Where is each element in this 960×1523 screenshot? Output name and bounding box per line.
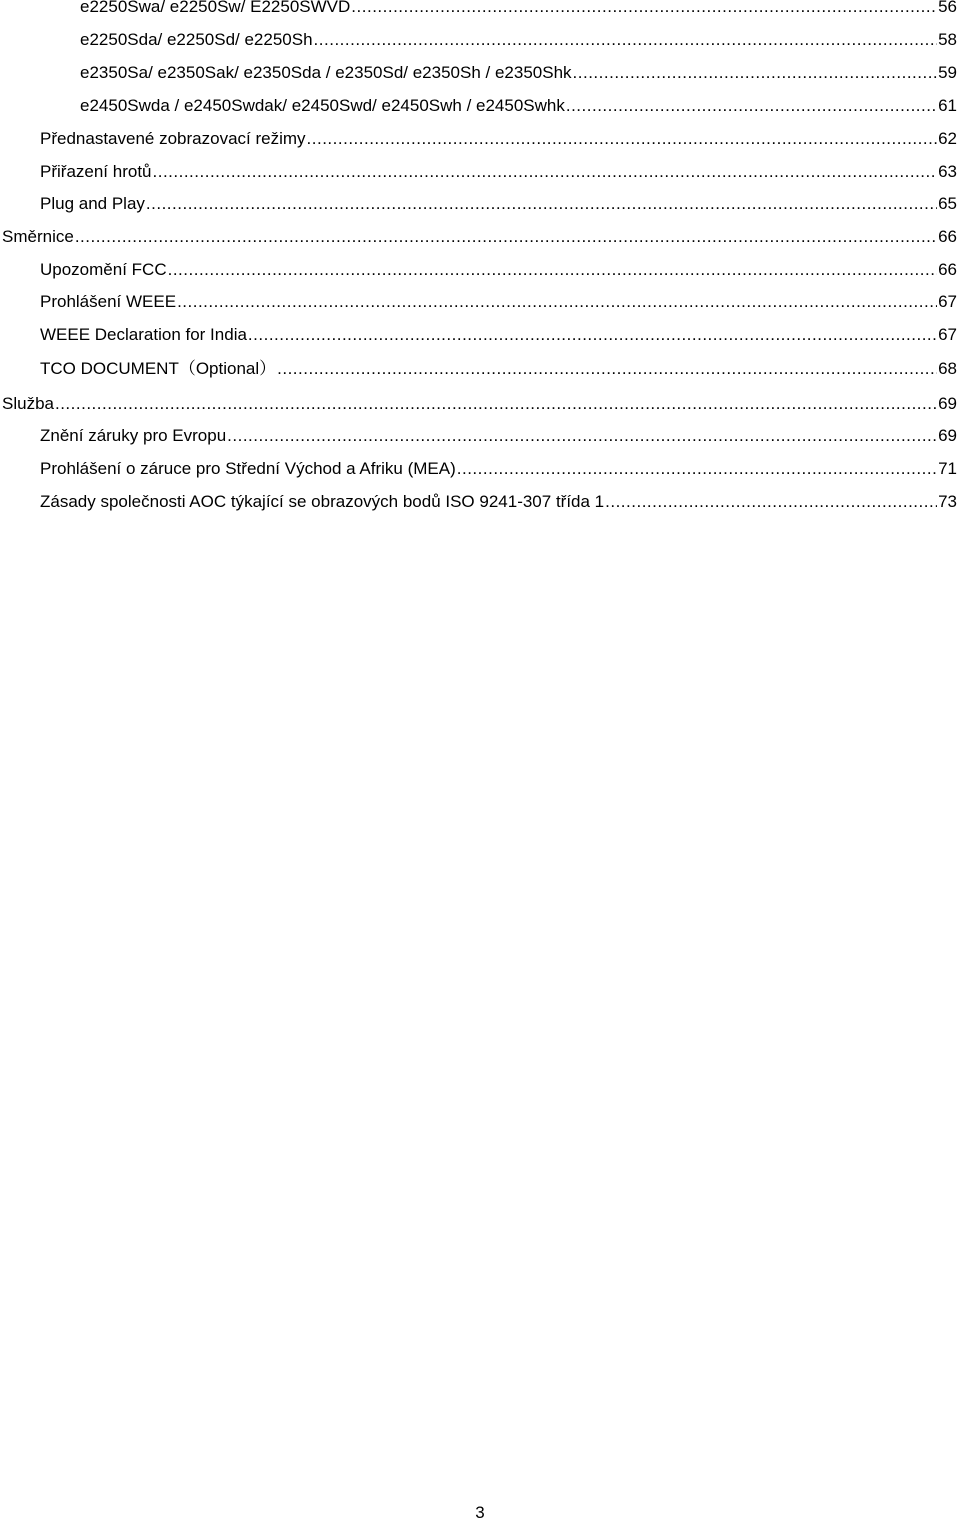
toc-leader (566, 96, 937, 116)
toc-entry-page: 66 (938, 227, 957, 246)
toc-entry-page: 62 (938, 129, 957, 148)
toc-entry[interactable] (40, 194, 957, 214)
toc-entry[interactable] (40, 492, 957, 512)
toc-leader (146, 194, 937, 214)
toc-entry[interactable] (40, 459, 957, 479)
toc-leader (55, 394, 937, 414)
toc-entry-page: 58 (938, 30, 957, 49)
toc-entry-page: 66 (938, 260, 957, 279)
toc-entry-title: Znění záruky pro Evropu (40, 426, 227, 445)
toc-entry[interactable] (40, 129, 957, 149)
toc-entry-page: 69 (938, 394, 957, 413)
toc-entry-title: Zásady společnosti AOC týkající se obrazových bodů ISO 9241-307 třída 1 (40, 492, 605, 511)
toc-entry-page: 65 (938, 194, 957, 213)
toc-entry-page: 67 (938, 292, 957, 311)
toc-entry[interactable] (40, 325, 957, 345)
toc-entry-page: 59 (938, 63, 957, 82)
toc-entry-page: 61 (938, 96, 957, 115)
toc-entry[interactable] (40, 292, 957, 312)
toc-entry[interactable] (80, 63, 957, 83)
toc-leader (75, 227, 937, 247)
toc-leader (605, 492, 937, 512)
toc-leader (248, 325, 937, 345)
toc-leader (168, 260, 937, 280)
toc-entry[interactable] (80, 0, 957, 17)
toc-leader (277, 359, 937, 379)
toc-entry-title: Prohlášení WEEE (40, 292, 177, 311)
toc-entry[interactable] (40, 426, 957, 446)
toc-entry-page: 56 (938, 0, 957, 16)
toc-entry-page: 67 (938, 325, 957, 344)
toc-leader (457, 459, 937, 479)
toc-entry[interactable] (40, 359, 957, 379)
toc-entry-title: e2250Swa/ e2250Sw/ E2250SWVD (80, 0, 351, 16)
toc-leader (177, 292, 937, 312)
toc-leader (314, 30, 938, 50)
toc-entry-page: 68 (938, 359, 957, 378)
toc-entry[interactable] (2, 227, 957, 247)
toc-entry-title: Prohlášení o záruce pro Střední Východ a Afriku (MEA) (40, 459, 456, 478)
toc-entry-title: e2450Swda / e2450Swdak/ e2450Swd/ e2450Swh / e2450Swhk (80, 96, 565, 115)
toc-entry-title: e2350Sa/ e2350Sak/ e2350Sda / e2350Sd/ e2350Sh / e2350Shk (80, 63, 572, 82)
toc-entry-title: Upozomění FCC (40, 260, 167, 279)
toc-entry-title: e2250Sda/ e2250Sd/ e2250Sh (80, 30, 313, 49)
toc-entry[interactable] (40, 162, 957, 182)
toc-leader (573, 63, 938, 83)
page-number: 3 (475, 1503, 485, 1522)
toc-entry-page: 63 (938, 162, 957, 181)
toc-leader (351, 0, 937, 17)
toc-entry-title: Přiřazení hrotů (40, 162, 152, 181)
toc-entry-title: Směrnice (2, 227, 74, 246)
toc-entry-title: Plug and Play (40, 194, 145, 213)
toc-entry-title: Přednastavené zobrazovací režimy (40, 129, 306, 148)
toc-entry-title: Služba (2, 394, 54, 413)
toc-entry-page: 69 (938, 426, 957, 445)
toc-entry-page: 71 (938, 459, 957, 478)
toc-entry[interactable] (40, 260, 957, 280)
toc-leader (153, 162, 938, 182)
toc-entry[interactable] (80, 96, 957, 116)
toc-entry-title: WEEE Declaration for India (40, 325, 247, 344)
toc-leader (227, 426, 937, 446)
toc-entry[interactable] (80, 30, 957, 50)
toc-entry[interactable] (2, 394, 957, 414)
toc-entry-page: 73 (938, 492, 957, 511)
toc-leader (307, 129, 938, 149)
toc-entry-title: TCO DOCUMENT（Optional） (40, 359, 277, 378)
